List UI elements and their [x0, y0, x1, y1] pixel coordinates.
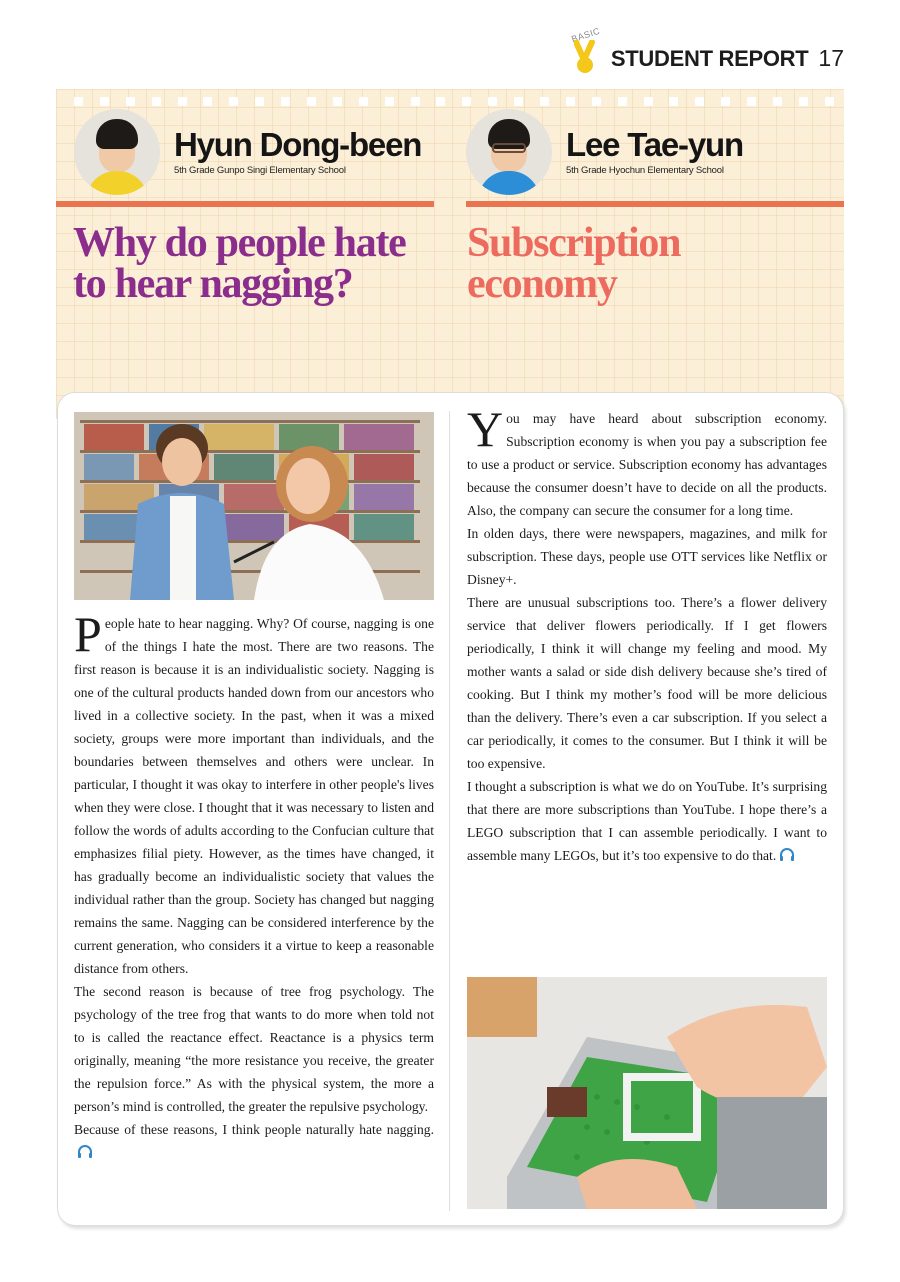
report-title: STUDENT REPORT — [610, 46, 809, 71]
logo-text: BASIC — [570, 25, 602, 45]
paragraph: The second reason is because of tree frog psychology. The psychology of the tree frog that wants to do more when told not to is called the reactance effect. Reactance is a physics term originally, meaning “the more resistance you receive, the greater the repulsion force.” As with the physical system, the more a person’s mind is controlled, the greater the repulsive psychology. — [74, 984, 434, 1114]
paragraph: I thought a subscription is what we do on YouTube. It’s surprising that there are more subscriptions than YouTube. I hope there’s a LEGO subscription that I can assemble periodically. I want to assemble many LEGOs, but it’s too expensive to do that. — [467, 779, 827, 863]
avatar — [466, 109, 552, 195]
article-title-left: Why do people hate to hear nagging? — [73, 220, 406, 307]
page-header — [570, 25, 844, 76]
paragraph: People hate to hear nagging. Why? Of course, nagging is one of the things I hate the most. There are two reasons. The first reason is because it is an individualistic society. Nagging is one of the cultural products handed down from our ancestors who lived in a collective society. In the past, when it was a mixed society, groups were more important than individuals, and the boundaries between themselves and others were unclear. In particular, I thought it was okay to interfere in other people's lives when they were close. I thought that it was necessary to listen and follow the words of adults according to the Confucian culture that emphasizes filial piety. However, as the times have changed, it has gradually become an individualistic society that values the individual rather than the group. Society has changed but nagging remains the same. Nagging can be considered interference by the current generation, who considers it a virtue to keep a reasonable distance from others. — [74, 606, 434, 976]
column-divider — [449, 411, 450, 1211]
author-school: 5th Grade Hyochun Elementary School — [566, 165, 724, 176]
accent-rule — [466, 201, 844, 207]
v-check-icon — [574, 40, 602, 74]
author-school: 5th Grade Gunpo Singi Elementary School — [174, 165, 346, 176]
article-body-right — [467, 401, 827, 867]
drop-cap: Y — [467, 401, 504, 457]
headphones-icon — [779, 848, 795, 862]
article-body-left — [74, 606, 434, 1164]
photo-lego-building — [467, 977, 827, 1209]
accent-rule — [56, 201, 434, 207]
headphones-icon — [77, 1145, 93, 1159]
dot-row — [74, 97, 834, 107]
title-band — [56, 89, 844, 419]
paragraph: In olden days, there were newspapers, magazines, and milk for subscription. These days, people use OTT services like Netflix or Disney+. — [467, 526, 827, 587]
author-right — [466, 109, 743, 195]
author-left — [74, 109, 421, 195]
basic-logo — [570, 25, 605, 76]
avatar — [74, 109, 160, 195]
article-card — [57, 392, 844, 1226]
drop-cap: P — [74, 606, 102, 662]
paragraph: There are unusual subscriptions too. There’s a flower delivery service that deliver flowers periodically. If I get flowers periodically, I think it will change my feeling and mood. My mother wants a salad or side dish delivery because she’s tired of cooking. But I think my mother’s food will be more delicious than the delivery. There’s even a car subscription. If you select a car periodically, it comes to the consumer. But I think it will be too expensive. — [467, 595, 827, 771]
photo-library-nagging — [74, 412, 434, 600]
paragraph: You may have heard about subscription economy. Subscription economy is when you pay a subscription fee to use a product or service. Subscription economy has advantages because the consumer doesn’t have to decide on all the products. Also, the company can secure the consumer for a long time. — [467, 401, 827, 518]
author-name: Lee Tae-yun — [566, 126, 743, 163]
page-number: 17 — [818, 45, 844, 71]
author-name: Hyun Dong-been — [174, 126, 422, 163]
article-title-right: Subscription economy — [467, 220, 681, 307]
paragraph: Because of these reasons, I think people naturally hate nagging. — [74, 1118, 434, 1164]
